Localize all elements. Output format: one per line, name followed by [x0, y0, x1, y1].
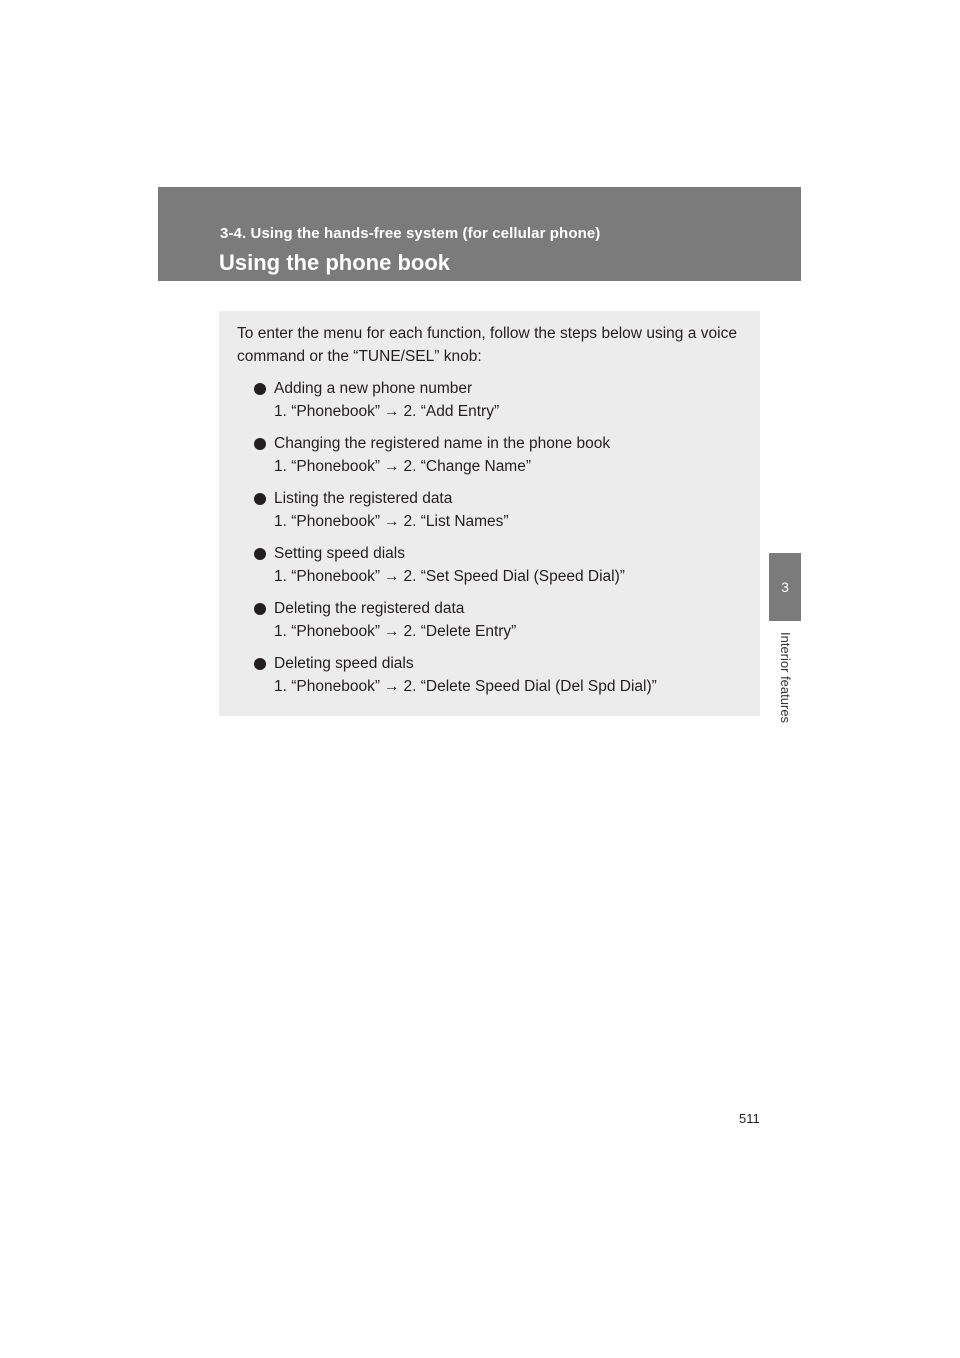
page-header	[158, 187, 801, 281]
item-title: Setting speed dials	[274, 545, 405, 562]
page-number: 511	[739, 1111, 760, 1126]
bullet-icon	[254, 603, 266, 615]
item-steps	[274, 455, 737, 478]
item-title: Adding a new phone number	[274, 380, 473, 397]
item-steps	[274, 620, 737, 643]
intro-text: To enter the menu for each function, follow the steps below using a voice command or the “TUNE/SEL” knob:	[237, 325, 737, 365]
step-one: 1. “Phonebook”	[274, 458, 380, 475]
chapter-tab	[769, 553, 801, 621]
bullet-icon	[254, 548, 266, 560]
bullet-icon	[254, 438, 266, 450]
step-one: 1. “Phonebook”	[274, 623, 380, 640]
bullet-icon	[254, 383, 266, 395]
item-title: Changing the registered name in the phone book	[274, 435, 611, 452]
arrow-icon: →	[384, 458, 400, 475]
step-one: 1. “Phonebook”	[274, 403, 380, 420]
item-steps	[274, 675, 737, 698]
item-steps	[274, 565, 737, 588]
step-two: 2. “List Names”	[403, 513, 509, 530]
step-one: 1. “Phonebook”	[274, 678, 380, 695]
function-list	[237, 377, 737, 698]
item-title: Deleting the registered data	[274, 600, 465, 617]
list-item	[237, 652, 737, 698]
step-two: 2. “Delete Entry”	[403, 623, 517, 640]
page-title: Using the phone book	[219, 250, 450, 275]
bullet-icon	[254, 493, 266, 505]
arrow-icon: →	[384, 513, 400, 530]
arrow-icon: →	[384, 403, 400, 420]
list-item	[237, 487, 737, 533]
item-steps	[274, 510, 737, 533]
step-two: 2. “Set Speed Dial (Speed Dial)”	[403, 568, 625, 585]
step-two: 2. “Delete Speed Dial (Del Spd Dial)”	[403, 678, 657, 695]
step-one: 1. “Phonebook”	[274, 513, 380, 530]
chapter-label: Interior features	[778, 632, 793, 724]
step-two: 2. “Add Entry”	[403, 403, 500, 420]
arrow-icon: →	[384, 568, 400, 585]
arrow-icon: →	[384, 623, 400, 640]
arrow-icon: →	[384, 678, 400, 695]
instruction-box	[219, 311, 760, 716]
list-item	[237, 542, 737, 588]
section-label: 3-4. Using the hands-free system (for cellular phone)	[220, 225, 601, 242]
bullet-icon	[254, 658, 266, 670]
list-item	[237, 432, 737, 478]
item-steps	[274, 400, 737, 423]
item-title: Listing the registered data	[274, 490, 453, 507]
step-two: 2. “Change Name”	[403, 458, 532, 475]
list-item	[237, 597, 737, 643]
step-one: 1. “Phonebook”	[274, 568, 380, 585]
chapter-number: 3	[781, 579, 789, 595]
list-item	[237, 377, 737, 423]
item-title: Deleting speed dials	[274, 655, 414, 672]
